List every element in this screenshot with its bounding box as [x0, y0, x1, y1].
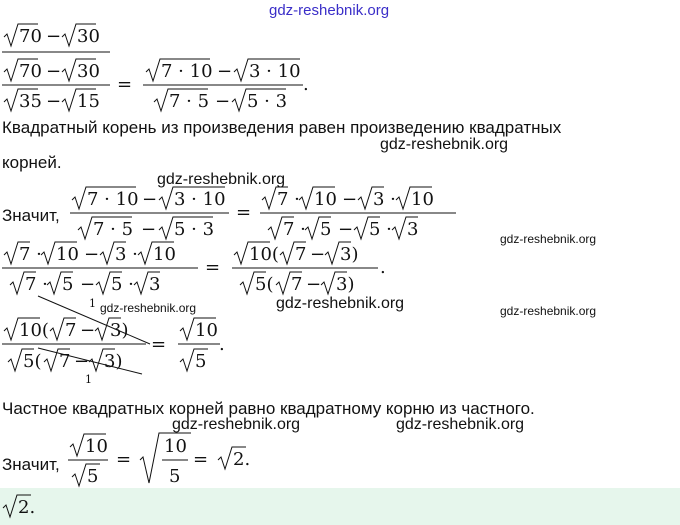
svg-text:3 ·: 3 ·: [115, 244, 138, 265]
svg-text:7: 7: [59, 351, 71, 372]
svg-text:−: −: [338, 219, 354, 240]
explanation-line-2: корней.: [2, 153, 62, 172]
watermark: gdz-reshebnik.org: [172, 416, 301, 433]
svg-text:70: 70: [19, 61, 42, 82]
svg-text:5 ·: 5 ·: [369, 219, 392, 240]
svg-text:10: 10: [56, 244, 79, 265]
svg-text:10: 10: [195, 320, 218, 341]
watermark: gdz-reshebnik.org: [396, 416, 525, 433]
svg-text:5 · 3: 5 · 3: [174, 219, 215, 240]
svg-text:7 ·: 7 ·: [277, 189, 300, 210]
svg-text:10: 10: [314, 189, 337, 210]
svg-text:=: =: [117, 74, 133, 95]
svg-text:5: 5: [87, 466, 99, 487]
svg-text:3 ·: 3 ·: [373, 189, 396, 210]
svg-text:−: −: [84, 244, 100, 265]
svg-text:=: =: [151, 334, 167, 355]
svg-text:35: 35: [19, 91, 42, 112]
watermark: gdz-reshebnik.org: [500, 304, 597, 318]
svg-text:3): 3): [104, 351, 123, 372]
svg-text:−: −: [215, 91, 231, 112]
svg-text:−: −: [80, 274, 96, 295]
watermark: gdz-reshebnik.org: [157, 171, 286, 188]
formula-step-5: [66, 432, 266, 492]
explanation-line-3: Частное квадратных корней равно квадратному корню из частного.: [2, 399, 535, 418]
svg-text:7: 7: [291, 274, 303, 295]
svg-text:10: 10: [153, 244, 176, 265]
svg-text:−: −: [46, 91, 62, 112]
svg-text:10: 10: [164, 436, 187, 457]
svg-text:15: 15: [77, 91, 100, 112]
svg-text:3): 3): [340, 244, 359, 265]
svg-text:−: −: [74, 351, 90, 372]
svg-text:−: −: [217, 61, 233, 82]
formula-step-2: [66, 185, 466, 245]
svg-text:5(: 5(: [255, 274, 274, 295]
svg-text:5 ·: 5 ·: [111, 274, 134, 295]
svg-text:70: 70: [19, 26, 42, 47]
explanation-line-1: Квадратный корень из произведения равен произведению квадратных: [2, 118, 562, 137]
znachit-label-1: Значит,: [2, 206, 60, 225]
svg-text:−: −: [80, 320, 96, 341]
svg-text:−: −: [46, 26, 62, 47]
svg-text:=: =: [116, 449, 132, 470]
watermark: gdz-reshebnik.org: [276, 295, 405, 312]
svg-text:−: −: [141, 219, 157, 240]
svg-text:7 · 5: 7 · 5: [169, 91, 210, 112]
svg-text:=: =: [193, 449, 209, 470]
svg-text:7 ·: 7 ·: [25, 274, 48, 295]
svg-text:−: −: [342, 189, 358, 210]
answer-bar: [0, 488, 680, 525]
svg-text:=: =: [236, 202, 252, 223]
svg-text:5: 5: [62, 274, 74, 295]
svg-text:7 · 10: 7 · 10: [161, 61, 213, 82]
svg-text:7 · 10: 7 · 10: [87, 189, 139, 210]
svg-text:3): 3): [110, 320, 129, 341]
svg-text:7 ·: 7 ·: [19, 244, 42, 265]
svg-text:2.: 2.: [233, 449, 251, 470]
watermark: gdz-reshebnik.org: [380, 136, 509, 153]
svg-text:10(: 10(: [249, 244, 279, 265]
svg-text:3 · 10: 3 · 10: [249, 61, 301, 82]
svg-text:5: 5: [195, 351, 207, 372]
svg-text:3: 3: [407, 219, 419, 240]
cancel-mark-top: 1: [89, 297, 96, 310]
svg-text:10: 10: [411, 189, 434, 210]
watermark-top: gdz-reshebnik.org: [269, 2, 390, 19]
svg-text:5(: 5(: [23, 351, 42, 372]
svg-text:.: .: [303, 74, 309, 95]
svg-text:5: 5: [169, 466, 181, 487]
svg-text:7 ·: 7 ·: [283, 219, 306, 240]
svg-text:10(: 10(: [19, 320, 49, 341]
svg-text:7: 7: [65, 320, 77, 341]
svg-text:−: −: [306, 274, 322, 295]
svg-text:3 · 10: 3 · 10: [174, 189, 226, 210]
formula-step-1: [0, 22, 320, 117]
watermark: gdz-reshebnik.org: [100, 301, 197, 315]
svg-text:=: =: [205, 257, 221, 278]
svg-text:30: 30: [77, 61, 100, 82]
cancel-mark-bottom: 1: [85, 373, 92, 386]
svg-text:5 · 3: 5 · 3: [247, 91, 288, 112]
formula-step-4: [0, 284, 240, 392]
svg-text:2.: 2.: [18, 497, 36, 518]
svg-text:3: 3: [149, 274, 161, 295]
svg-text:30: 30: [77, 26, 100, 47]
svg-text:−: −: [46, 61, 62, 82]
watermark: gdz-reshebnik.org: [500, 232, 597, 246]
znachit-label-2: Значит,: [2, 455, 60, 474]
svg-text:5: 5: [320, 219, 332, 240]
svg-text:3): 3): [336, 274, 355, 295]
svg-text:−: −: [142, 189, 158, 210]
svg-text:.: .: [380, 257, 386, 278]
svg-text:7 · 5: 7 · 5: [93, 219, 134, 240]
svg-text:7: 7: [295, 244, 307, 265]
svg-text:−: −: [310, 244, 326, 265]
svg-text:10: 10: [85, 436, 108, 457]
svg-text:.: .: [219, 334, 225, 355]
answer-formula: [0, 488, 60, 525]
